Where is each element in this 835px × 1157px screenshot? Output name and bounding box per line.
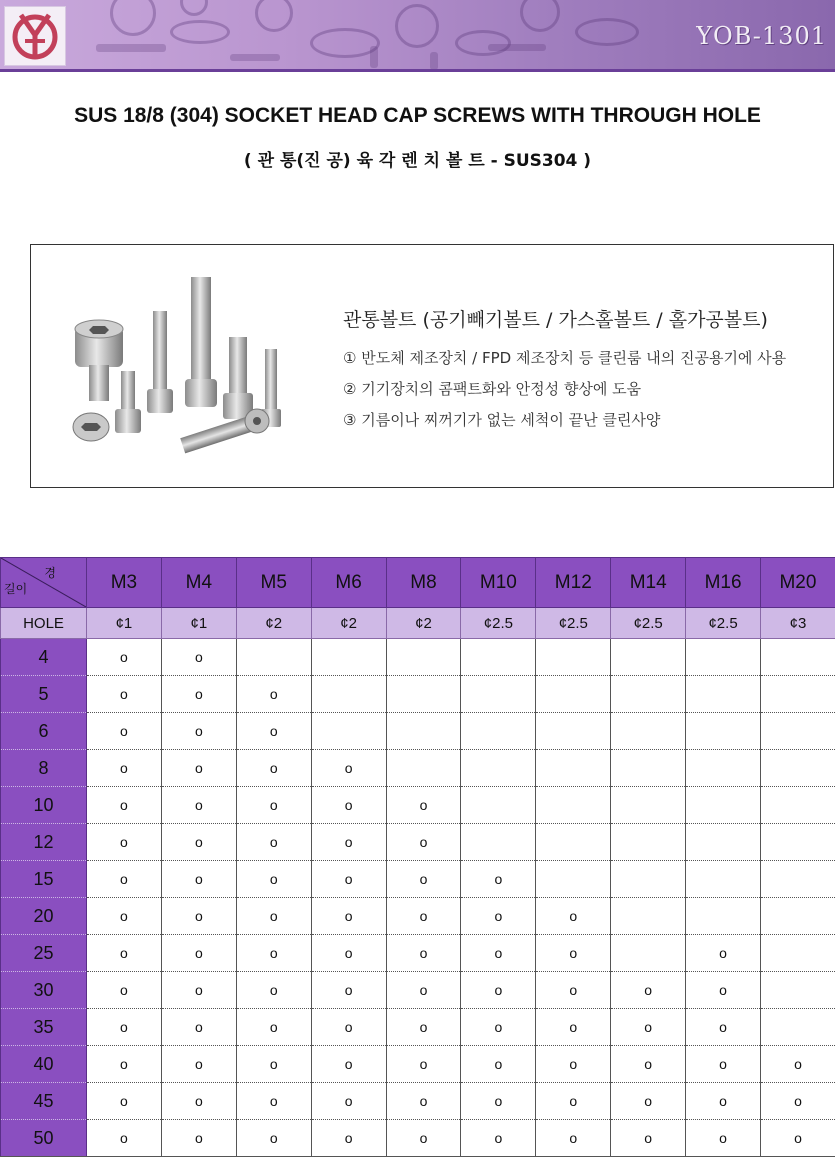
availability-cell: o: [311, 787, 386, 824]
availability-cell: o: [236, 1009, 311, 1046]
availability-cell: o: [386, 898, 461, 935]
availability-cell: o: [161, 787, 236, 824]
document-code: YOB-1301: [696, 22, 827, 50]
availability-cell: o: [536, 1009, 611, 1046]
availability-cell: o: [386, 824, 461, 861]
availability-cell: o: [161, 824, 236, 861]
hole-diameter: ¢2: [311, 608, 386, 639]
availability-cell: o: [87, 787, 162, 824]
corner-length-label: 길이: [4, 582, 28, 596]
table-corner-cell: [1, 558, 87, 608]
availability-cell: [536, 824, 611, 861]
hole-diameter: ¢2.5: [461, 608, 536, 639]
availability-cell: o: [87, 898, 162, 935]
availability-cell: o: [686, 1009, 761, 1046]
hole-diameter: ¢3: [761, 608, 835, 639]
length-cell: 45: [1, 1083, 87, 1120]
logo-icon: [9, 11, 61, 61]
availability-cell: o: [461, 1120, 536, 1157]
availability-cell: [236, 639, 311, 676]
length-cell: 15: [1, 861, 87, 898]
availability-cell: o: [536, 935, 611, 972]
page-subtitle: ( 관 통(진 공) 육 각 렌 치 볼 트 - SUS304 ): [243, 151, 592, 171]
length-cell: 25: [1, 935, 87, 972]
size-header: M8: [386, 558, 461, 608]
availability-cell: o: [87, 713, 162, 750]
availability-cell: o: [87, 1120, 162, 1157]
feature-item: ② 기기장치의 콤팩트화와 안정성 향상에 도움: [343, 380, 642, 398]
availability-cell: [386, 750, 461, 787]
table-row: [1, 824, 835, 861]
size-header: M4: [161, 558, 236, 608]
length-cell: 50: [1, 1120, 87, 1157]
availability-cell: o: [87, 935, 162, 972]
length-cell: 4: [1, 639, 87, 676]
availability-cell: o: [536, 1046, 611, 1083]
availability-cell: [686, 639, 761, 676]
spec-table: [0, 557, 835, 1157]
banner-decor-washer: [170, 20, 230, 44]
availability-cell: o: [161, 713, 236, 750]
size-header-row: [1, 558, 835, 608]
table-row: [1, 787, 835, 824]
availability-cell: o: [236, 1083, 311, 1120]
availability-cell: [686, 861, 761, 898]
availability-cell: [611, 861, 686, 898]
availability-cell: o: [386, 972, 461, 1009]
availability-cell: [461, 787, 536, 824]
length-cell: 35: [1, 1009, 87, 1046]
header-banner: [0, 0, 835, 72]
size-header: M10: [461, 558, 536, 608]
availability-cell: [611, 676, 686, 713]
availability-cell: o: [161, 1046, 236, 1083]
availability-cell: o: [386, 935, 461, 972]
size-header: M20: [761, 558, 835, 608]
availability-cell: o: [761, 1046, 835, 1083]
table-row: [1, 639, 835, 676]
availability-cell: o: [386, 861, 461, 898]
availability-cell: [536, 861, 611, 898]
banner-decor-washer: [520, 0, 560, 32]
availability-cell: o: [686, 1046, 761, 1083]
table-row: [1, 1083, 835, 1120]
availability-cell: [611, 787, 686, 824]
availability-cell: [686, 676, 761, 713]
banner-decor-washer: [255, 0, 293, 32]
length-cell: 10: [1, 787, 87, 824]
banner-decor-bolt: [96, 44, 166, 52]
availability-cell: o: [161, 898, 236, 935]
availability-cell: [761, 1009, 835, 1046]
hole-diameter: ¢2: [236, 608, 311, 639]
availability-cell: o: [386, 787, 461, 824]
availability-cell: [536, 713, 611, 750]
table-row: [1, 713, 835, 750]
availability-cell: o: [311, 861, 386, 898]
availability-cell: [686, 787, 761, 824]
availability-cell: o: [236, 676, 311, 713]
table-row: [1, 676, 835, 713]
availability-cell: o: [386, 1120, 461, 1157]
banner-decor-washer: [455, 30, 511, 56]
size-header: M16: [686, 558, 761, 608]
size-header: M6: [311, 558, 386, 608]
availability-cell: [311, 713, 386, 750]
availability-cell: o: [87, 1046, 162, 1083]
availability-cell: o: [461, 1046, 536, 1083]
table-row: [1, 750, 835, 787]
table-row: [1, 861, 835, 898]
availability-cell: [536, 676, 611, 713]
length-cell: 5: [1, 676, 87, 713]
availability-cell: [761, 898, 835, 935]
availability-cell: o: [536, 1120, 611, 1157]
availability-cell: [536, 639, 611, 676]
availability-cell: o: [461, 861, 536, 898]
feature-title: 관통볼트 (공기빼기볼트 / 가스홀볼트 / 홀가공볼트): [343, 309, 768, 331]
availability-cell: [461, 676, 536, 713]
availability-cell: o: [236, 750, 311, 787]
hole-diameter: ¢1: [87, 608, 162, 639]
length-cell: 40: [1, 1046, 87, 1083]
availability-cell: [761, 787, 835, 824]
availability-cell: o: [87, 824, 162, 861]
availability-cell: o: [161, 750, 236, 787]
feature-list: [343, 343, 786, 436]
availability-cell: o: [686, 935, 761, 972]
availability-cell: o: [386, 1009, 461, 1046]
availability-cell: o: [611, 1009, 686, 1046]
availability-cell: [611, 713, 686, 750]
availability-cell: o: [686, 1120, 761, 1157]
socket-head-screws-photo-icon: [61, 259, 311, 469]
availability-cell: [536, 750, 611, 787]
availability-cell: o: [461, 898, 536, 935]
availability-cell: [761, 713, 835, 750]
corner-diameter-label: 경: [44, 566, 56, 580]
availability-cell: o: [761, 1120, 835, 1157]
banner-decor-bolt: [488, 44, 546, 51]
banner-decor-washer: [575, 18, 639, 46]
feature-item: ③ 기름이나 찌꺼기가 없는 세척이 끝난 클린사양: [343, 411, 661, 429]
availability-cell: o: [461, 1009, 536, 1046]
availability-cell: o: [611, 1120, 686, 1157]
hole-header-row: [1, 608, 835, 639]
banner-decor-washer: [110, 0, 156, 36]
availability-cell: o: [461, 1083, 536, 1120]
availability-cell: [761, 750, 835, 787]
availability-cell: o: [161, 972, 236, 1009]
table-row: [1, 1046, 835, 1083]
availability-cell: o: [87, 750, 162, 787]
availability-cell: o: [611, 1083, 686, 1120]
product-info-box: [30, 244, 834, 488]
availability-cell: o: [311, 1120, 386, 1157]
page-title: SUS 18/8 (304) SOCKET HEAD CAP SCREWS WITH THROUGH HOLE: [74, 104, 761, 127]
availability-cell: [386, 639, 461, 676]
availability-cell: o: [161, 676, 236, 713]
availability-cell: o: [236, 898, 311, 935]
hole-diameter: ¢2.5: [611, 608, 686, 639]
availability-cell: o: [161, 935, 236, 972]
availability-cell: [461, 750, 536, 787]
availability-cell: [761, 972, 835, 1009]
availability-cell: o: [236, 824, 311, 861]
size-header: M12: [536, 558, 611, 608]
availability-cell: o: [161, 1083, 236, 1120]
hole-diameter: ¢2: [386, 608, 461, 639]
availability-cell: o: [236, 713, 311, 750]
length-cell: 8: [1, 750, 87, 787]
availability-cell: o: [236, 1120, 311, 1157]
availability-cell: o: [87, 1083, 162, 1120]
table-row: [1, 935, 835, 972]
availability-cell: [611, 750, 686, 787]
availability-cell: o: [161, 861, 236, 898]
length-cell: 12: [1, 824, 87, 861]
availability-cell: o: [611, 1046, 686, 1083]
availability-cell: o: [536, 898, 611, 935]
availability-cell: [611, 639, 686, 676]
table-row: [1, 1120, 835, 1157]
size-header: M14: [611, 558, 686, 608]
availability-cell: o: [87, 861, 162, 898]
hole-label: HOLE: [1, 608, 87, 639]
availability-cell: [761, 676, 835, 713]
availability-cell: o: [386, 1083, 461, 1120]
availability-cell: [386, 713, 461, 750]
size-header: M3: [87, 558, 162, 608]
banner-decor-bolt: [230, 54, 280, 61]
availability-cell: [761, 824, 835, 861]
availability-cell: [536, 787, 611, 824]
availability-cell: o: [236, 861, 311, 898]
availability-cell: o: [311, 1083, 386, 1120]
feature-item: ① 반도체 제조장치 / FPD 제조장치 등 클린룸 내의 진공용기에 사용: [343, 349, 787, 367]
hole-diameter: ¢1: [161, 608, 236, 639]
hole-diameter: ¢2.5: [536, 608, 611, 639]
availability-cell: [761, 935, 835, 972]
availability-cell: o: [311, 824, 386, 861]
availability-cell: [686, 750, 761, 787]
availability-cell: o: [87, 639, 162, 676]
banner-decor-washer: [180, 0, 208, 16]
availability-cell: o: [236, 972, 311, 1009]
size-header: M5: [236, 558, 311, 608]
availability-cell: [761, 639, 835, 676]
banner-decor-bolt: [370, 46, 378, 68]
availability-cell: o: [236, 935, 311, 972]
availability-cell: o: [536, 972, 611, 1009]
availability-cell: o: [686, 1083, 761, 1120]
table-row: [1, 972, 835, 1009]
table-row: [1, 898, 835, 935]
availability-cell: o: [311, 1009, 386, 1046]
availability-cell: [311, 676, 386, 713]
availability-cell: [461, 639, 536, 676]
availability-cell: o: [311, 898, 386, 935]
availability-cell: [611, 824, 686, 861]
availability-cell: o: [161, 639, 236, 676]
length-cell: 30: [1, 972, 87, 1009]
availability-cell: o: [87, 1009, 162, 1046]
banner-decor-bolt: [430, 52, 438, 70]
availability-cell: [761, 861, 835, 898]
spec-table-body: [1, 639, 835, 1157]
availability-cell: [386, 676, 461, 713]
availability-cell: o: [536, 1083, 611, 1120]
availability-cell: [611, 935, 686, 972]
table-row: [1, 1009, 835, 1046]
availability-cell: o: [87, 676, 162, 713]
availability-cell: o: [87, 972, 162, 1009]
length-cell: 20: [1, 898, 87, 935]
availability-cell: [461, 824, 536, 861]
availability-cell: o: [161, 1120, 236, 1157]
hole-diameter: ¢2.5: [686, 608, 761, 639]
availability-cell: o: [311, 750, 386, 787]
availability-cell: [686, 713, 761, 750]
availability-cell: o: [461, 935, 536, 972]
availability-cell: [461, 713, 536, 750]
availability-cell: o: [236, 1046, 311, 1083]
availability-cell: [686, 824, 761, 861]
availability-cell: o: [461, 972, 536, 1009]
availability-cell: o: [611, 972, 686, 1009]
company-logo: [4, 6, 66, 66]
availability-cell: o: [311, 972, 386, 1009]
availability-cell: [686, 898, 761, 935]
availability-cell: o: [311, 935, 386, 972]
availability-cell: [311, 639, 386, 676]
availability-cell: o: [236, 787, 311, 824]
availability-cell: o: [161, 1009, 236, 1046]
banner-decor-washer: [395, 4, 439, 48]
availability-cell: o: [761, 1083, 835, 1120]
availability-cell: o: [686, 972, 761, 1009]
availability-cell: o: [386, 1046, 461, 1083]
availability-cell: [611, 898, 686, 935]
availability-cell: o: [311, 1046, 386, 1083]
length-cell: 6: [1, 713, 87, 750]
